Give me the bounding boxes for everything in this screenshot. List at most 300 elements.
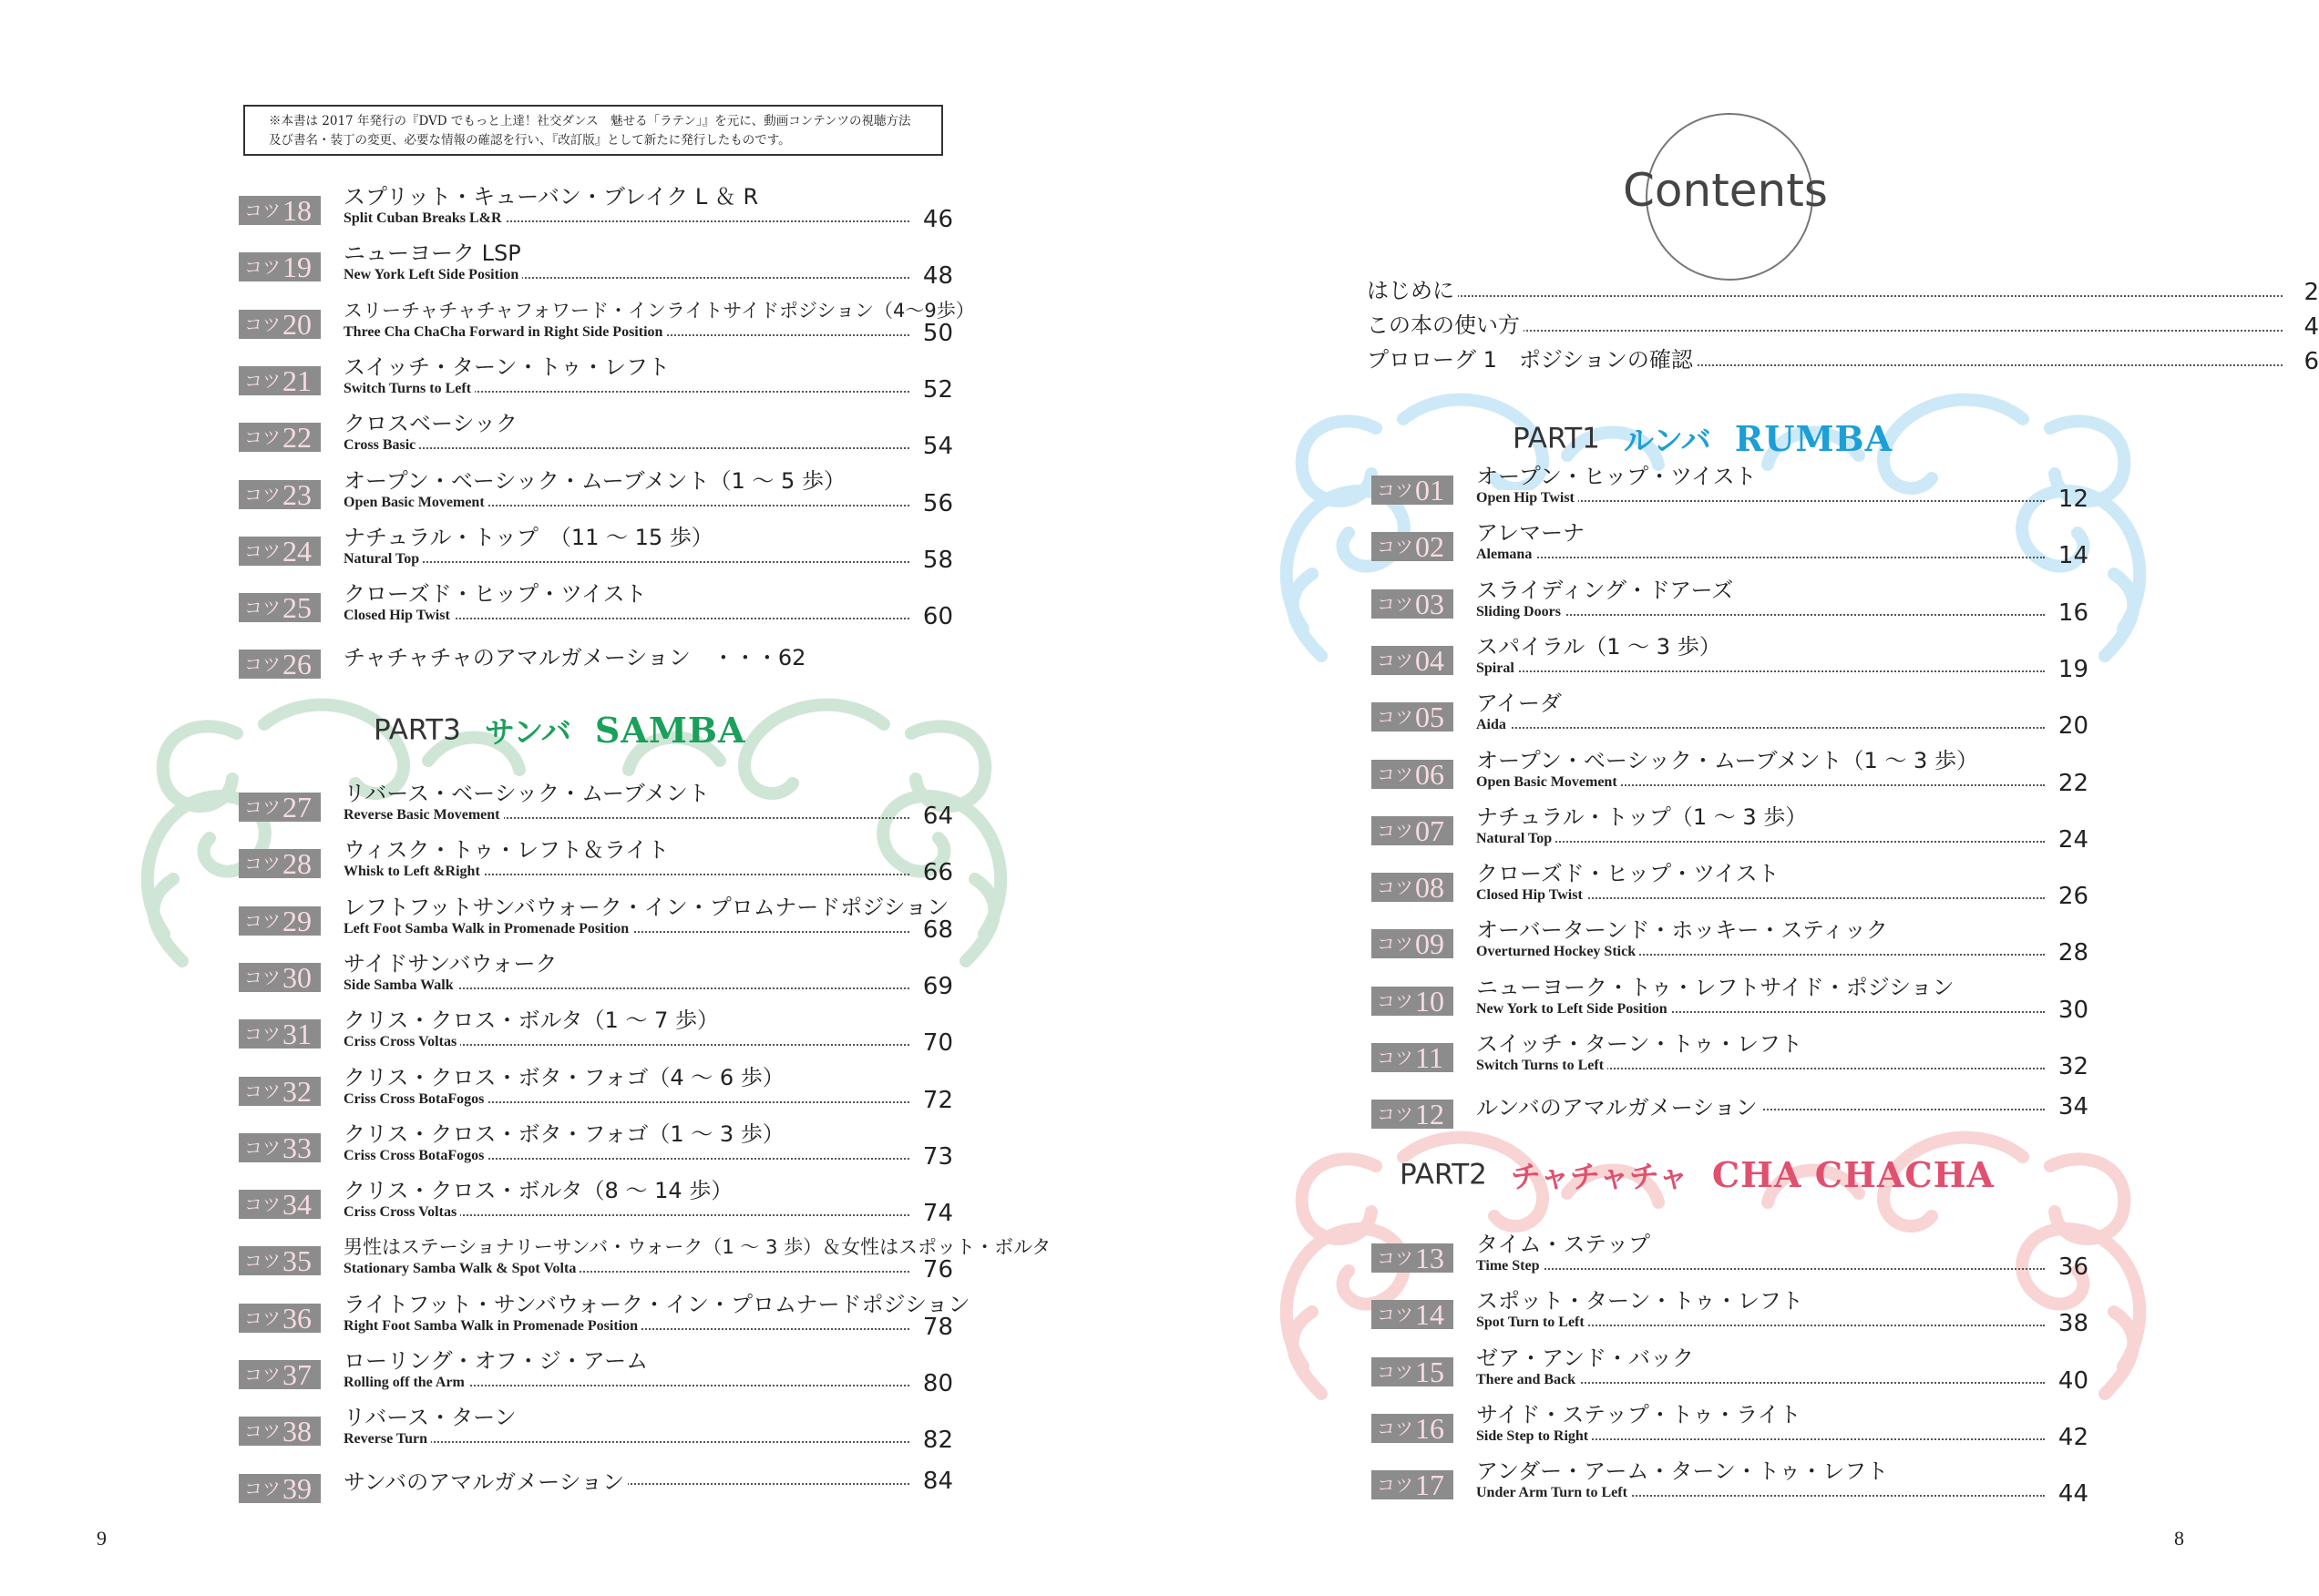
kotsu-badge	[239, 906, 321, 936]
entry-page-number: 52	[922, 375, 953, 404]
toc-entry	[1371, 1403, 2088, 1452]
entry-title-ja: ゼア・アンド・バック	[1476, 1345, 1695, 1371]
entry-title-en: There and Back	[1476, 1372, 1579, 1388]
kotsu-badge	[1371, 984, 1453, 1018]
intro-title: この本の使い方	[1367, 310, 1524, 341]
kotsu-badge	[1371, 1243, 1453, 1273]
entry-page-number: 30	[2057, 996, 2088, 1024]
kotsu-label: コツ	[1377, 933, 1413, 956]
part2-label: PART2	[1400, 1158, 1487, 1192]
entry-title-en: Side Samba Walk	[344, 977, 457, 994]
notice-box: ※本書は 2017 年発行の『DVD でもっと上達！社交ダンス 魅せる「ラテン」』を元に、動画コンテンツの視聴方法及び書名・装丁の変更、必要な情報の確認を行い、『改訂版』として新たに発行したものです。	[243, 105, 943, 156]
entry-title-ja: オーバーターンド・ホッキー・スティック	[1476, 917, 1888, 944]
entry-page-number: 38	[2057, 1310, 2088, 1338]
entry-page-number: 22	[2057, 769, 2088, 797]
entry-title-ja: リバース・ベーシック・ムーブメント	[344, 781, 710, 806]
kotsu-badge	[239, 1019, 321, 1049]
kotsu-number: 24	[282, 534, 312, 568]
toc-entry	[1371, 521, 2088, 570]
kotsu-label: コツ	[1377, 649, 1413, 671]
entry-title-ja: サンバのアマルガメーション	[344, 1468, 628, 1496]
entry-title-en: Spiral	[1476, 660, 1518, 677]
entry-title-en: Right Foot Samba Walk in Promenade Position	[344, 1318, 641, 1335]
entry-title-en: Criss Cross Voltas	[344, 1034, 460, 1050]
entry-page-number: 74	[922, 1200, 953, 1228]
entry-title-ja: クリス・クロス・ボルタ（1 ～ 7 歩）	[344, 1008, 719, 1034]
kotsu-label: コツ	[244, 653, 281, 676]
kotsu-label: コツ	[244, 312, 281, 335]
entry-title-en: Cross Basic	[344, 437, 419, 454]
toc-entry	[1371, 691, 2088, 741]
kotsu-badge	[1371, 476, 1453, 505]
left-page	[0, 0, 1139, 1596]
entry-page-number: 72	[922, 1086, 953, 1114]
entry-page-number: 56	[922, 489, 953, 517]
kotsu-badge	[1371, 530, 1453, 564]
kotsu-number: 30	[282, 960, 312, 994]
ornament-scroll	[2105, 574, 2133, 656]
entry-title-ja: ナチュラル・トップ（1 ～ 3 歩）	[1476, 803, 1808, 830]
entry-title-ja: ニューヨーク・トゥ・レフトサイド・ポジション	[1476, 974, 1955, 1000]
toc-entry	[239, 1235, 1052, 1284]
kotsu-badge	[239, 960, 321, 994]
entry-page-number: 48	[922, 262, 953, 291]
kotsu-badge	[239, 421, 321, 455]
kotsu-badge	[239, 1074, 321, 1108]
kotsu-number: 26	[282, 648, 312, 681]
kotsu-label: コツ	[1377, 1247, 1413, 1269]
kotsu-badge	[239, 1188, 321, 1222]
kotsu-badge	[239, 591, 321, 625]
entry-title-en: Spot Turn to Left	[1476, 1315, 1588, 1331]
toc-entry	[1371, 862, 2088, 911]
entry-page-number: 70	[922, 1029, 953, 1058]
entry-title-en: Overturned Hockey Stick	[1476, 944, 1639, 960]
kotsu-label: コツ	[244, 597, 281, 619]
entry-title-en: Natural Top	[1476, 831, 1555, 847]
entry-page-number: 28	[2057, 939, 2088, 967]
entry-page-number: 36	[2057, 1253, 2088, 1281]
kotsu-badge	[239, 1360, 321, 1389]
intro-entry	[1367, 344, 2319, 375]
entry-page-number: 19	[2057, 655, 2088, 683]
kotsu-label: コツ	[1377, 762, 1413, 785]
entry-page-number: 76	[922, 1256, 953, 1284]
kotsu-label: コツ	[1377, 989, 1413, 1012]
kotsu-label: コツ	[244, 1023, 281, 1046]
entry-title-ja: クロスベーシック	[344, 411, 518, 437]
entry-page-number: 68	[922, 916, 953, 944]
entry-title-en: Split Cuban Breaks L&R	[344, 210, 506, 227]
kotsu-label: コツ	[244, 853, 281, 875]
entry-title-en: Criss Cross BotaFogos	[344, 1148, 487, 1164]
kotsu-label: コツ	[244, 1079, 281, 1102]
kotsu-number: 39	[282, 1471, 312, 1505]
intro-entry	[1367, 310, 2319, 341]
kotsu-label: コツ	[244, 1420, 281, 1443]
toc-entry	[239, 526, 953, 575]
dot-leader	[1476, 557, 2045, 558]
entry-title-ja: タイム・ステップ	[1476, 1232, 1651, 1257]
kotsu-badge	[1371, 702, 1453, 732]
entry-title-en: Reverse Basic Movement	[344, 807, 504, 824]
kotsu-number: 04	[1415, 643, 1444, 677]
kotsu-number: 22	[282, 421, 312, 455]
entry-title-en: New York to Left Side Position	[1476, 1001, 1671, 1018]
kotsu-number: 16	[1415, 1411, 1444, 1445]
kotsu-number: 38	[282, 1415, 312, 1448]
ornament-scroll	[154, 879, 182, 961]
toc-entry	[1371, 805, 2088, 854]
kotsu-badge	[239, 251, 321, 284]
dot-leader	[1476, 1268, 2045, 1270]
entry-page-number: 64	[922, 803, 953, 830]
entry-title-ja: スプリット・キューバン・ブレイク L ＆ R	[344, 184, 759, 210]
entry-page-number: 40	[2057, 1366, 2088, 1395]
kotsu-number: 07	[1415, 813, 1444, 847]
kotsu-number: 06	[1415, 757, 1444, 791]
kotsu-number: 32	[282, 1074, 312, 1108]
entry-page-number: 42	[2057, 1423, 2088, 1451]
entry-page-number: 73	[922, 1142, 953, 1171]
entry-title-ja: クリス・クロス・ボタ・フォゴ（4 ～ 6 歩）	[344, 1064, 785, 1090]
toc-entry	[239, 299, 975, 348]
entry-title-ja: クローズド・ヒップ・ツイスト	[1476, 861, 1780, 887]
toc-entry	[239, 241, 953, 291]
toc-entry	[239, 469, 953, 518]
entry-title-en: Rolling off the Arm	[344, 1375, 468, 1391]
dot-leader	[344, 447, 909, 449]
kotsu-label: コツ	[244, 483, 281, 506]
kotsu-badge	[1371, 589, 1453, 619]
toc-entry	[1371, 976, 2088, 1025]
kotsu-label: コツ	[1377, 536, 1413, 558]
kotsu-badge	[1371, 1411, 1453, 1445]
kotsu-label: コツ	[244, 426, 281, 449]
toc-entry	[239, 1463, 953, 1512]
dot-leader	[1476, 841, 2045, 843]
kotsu-badge	[239, 847, 321, 881]
entry-title-ja: スポット・ターン・トゥ・レフト	[1476, 1288, 1803, 1315]
kotsu-number: 09	[1415, 927, 1444, 961]
kotsu-number: 37	[282, 1358, 312, 1391]
entry-title-en: Natural Top	[344, 551, 423, 568]
dot-leader	[344, 561, 909, 563]
part3-title-ja: サンバ	[484, 714, 571, 750]
entry-page-number: 26	[2057, 883, 2088, 911]
toc-entry	[239, 639, 953, 688]
kotsu-badge	[239, 1417, 321, 1446]
entry-title-en: Time Step	[1476, 1258, 1543, 1274]
kotsu-badge	[239, 1301, 321, 1335]
toc-entry	[239, 1008, 953, 1058]
kotsu-label: コツ	[1377, 479, 1413, 501]
ornament-scroll	[966, 879, 994, 961]
kotsu-label: コツ	[244, 1136, 281, 1159]
ornament-scroll	[744, 705, 884, 793]
part1-label: PART1	[1513, 422, 1600, 455]
kotsu-number: 21	[282, 363, 312, 397]
dot-leader	[1476, 670, 2045, 672]
toc-entry	[1371, 1032, 2088, 1081]
kotsu-badge	[1371, 927, 1453, 961]
kotsu-label: コツ	[1377, 1304, 1413, 1326]
entry-title-ja: スライディング・ドアーズ	[1476, 577, 1734, 603]
dot-leader	[1476, 727, 2045, 729]
entry-title-en: Alemana	[1476, 547, 1535, 563]
kotsu-badge	[1371, 757, 1453, 791]
kotsu-badge	[1371, 643, 1453, 677]
entry-title-en: Open Basic Movement	[1476, 774, 1621, 791]
part3-label: PART3	[374, 713, 461, 747]
entry-title-ja: チャチャチャのアマルガメーション ・・・62	[344, 644, 809, 671]
entry-title-ja: ウィスク・トゥ・レフト＆ライト	[344, 837, 670, 864]
kotsu-badge	[239, 477, 321, 511]
entry-title-ja: スパイラル（1 ～ 3 歩）	[1476, 633, 1721, 660]
kotsu-badge	[239, 534, 321, 568]
kotsu-badge	[239, 307, 321, 341]
entry-title-ja: ニューヨーク LSP	[344, 240, 521, 267]
entry-title-ja: オープン・ベーシック・ムーブメント（1 ～ 3 歩）	[1476, 747, 1978, 773]
dot-leader	[1367, 295, 2283, 297]
intro-page-number: 2	[2304, 279, 2319, 306]
part3-heading	[374, 709, 746, 752]
kotsu-label: コツ	[1377, 1047, 1413, 1069]
intro-entry	[1367, 275, 2319, 306]
part1-title-en: RUMBA	[1734, 418, 1893, 459]
entry-title-ja: スリーチャチャチャフォワード・インライトサイドポジション（4～9歩）	[344, 299, 975, 322]
kotsu-label: コツ	[1377, 592, 1413, 615]
entry-page-number: 46	[922, 206, 953, 233]
kotsu-badge	[1371, 1043, 1453, 1072]
entry-title-ja: アンダー・アーム・ターン・トゥ・レフト	[1476, 1458, 1889, 1485]
entry-title-en: New York Left Side Position	[344, 267, 522, 283]
toc-entry	[239, 412, 953, 461]
entry-title-en: Whisk to Left &Right	[344, 864, 484, 880]
kotsu-label: コツ	[244, 1306, 281, 1329]
entry-title-ja: サイド・ステップ・トゥ・ライト	[1476, 1401, 1801, 1427]
toc-entry	[239, 952, 953, 1001]
kotsu-badge	[239, 363, 321, 397]
toc-entry	[239, 355, 953, 404]
entry-page-number: 44	[2057, 1480, 2088, 1509]
kotsu-badge	[1371, 1468, 1453, 1502]
entry-page-number: 14	[2057, 542, 2088, 570]
entry-title-ja: クリス・クロス・ボタ・フォゴ（1 ～ 3 歩）	[344, 1120, 785, 1147]
part2-heading	[1400, 1153, 1995, 1196]
entry-page-number: 24	[2057, 825, 2088, 854]
page-number-right: 8	[2174, 1527, 2184, 1550]
toc-entry	[1371, 465, 2088, 514]
contents-title: Contents	[1623, 164, 1828, 217]
toc-entry	[1371, 1346, 2088, 1396]
toc-entry	[239, 1291, 970, 1342]
entry-page-number: 69	[922, 972, 953, 1000]
part1-title-ja: ルンバ	[1623, 423, 1711, 458]
entry-title-ja: クローズド・ヒップ・ツイスト	[344, 581, 647, 608]
entry-title-ja: 男性はステーショナリーサンバ・ウォーク（1 ～ 3 歩）＆女性はスポット・ボルタ	[344, 1236, 1052, 1259]
kotsu-badge	[1371, 1100, 1453, 1129]
kotsu-badge	[239, 1130, 321, 1164]
kotsu-number: 05	[1415, 701, 1444, 734]
kotsu-badge	[1371, 871, 1453, 905]
kotsu-number: 08	[1415, 871, 1444, 905]
entry-title-ja: ナチュラル・トップ （11 ～ 15 歩）	[344, 524, 713, 550]
toc-entry	[239, 185, 953, 234]
ornament-scroll	[2105, 1312, 2133, 1394]
page-number-left: 9	[97, 1527, 107, 1550]
kotsu-label: コツ	[1377, 819, 1413, 842]
kotsu-number: 35	[282, 1244, 312, 1278]
kotsu-label: コツ	[1377, 1360, 1413, 1383]
entry-page-number: 82	[922, 1427, 953, 1455]
kotsu-label: コツ	[244, 1193, 281, 1216]
kotsu-label: コツ	[1377, 1474, 1413, 1497]
kotsu-label: コツ	[244, 1364, 281, 1386]
kotsu-number: 02	[1415, 530, 1444, 564]
entry-page-number: 80	[922, 1370, 953, 1397]
entry-title-ja: ライトフット・サンバウォーク・イン・プロムナードポジション	[344, 1291, 970, 1317]
right-page	[1139, 0, 2319, 1596]
kotsu-number: 19	[282, 251, 312, 284]
toc-entry	[1371, 1233, 2088, 1282]
entry-title-en: Side Step to Right	[1476, 1428, 1592, 1445]
entry-page-number: 60	[922, 603, 953, 631]
entry-title-en: Stationary Samba Walk & Spot Volta	[344, 1261, 580, 1277]
kotsu-label: コツ	[1377, 706, 1413, 729]
toc-entry	[239, 1066, 953, 1115]
kotsu-number: 27	[282, 791, 312, 824]
entry-title-ja: サイドサンバウォーク	[344, 950, 558, 977]
kotsu-label: コツ	[244, 1250, 281, 1273]
kotsu-badge	[239, 1471, 321, 1505]
intro-title: プロローグ 1 ポジションの確認	[1367, 344, 1697, 375]
kotsu-label: コツ	[244, 369, 281, 392]
kotsu-number: 29	[282, 904, 312, 937]
entry-title-ja: リバース・ターン	[344, 1405, 517, 1431]
kotsu-label: コツ	[244, 966, 281, 988]
ornament-scroll	[1293, 574, 1321, 656]
entry-title-ja: スイッチ・ターン・トゥ・レフト	[1476, 1031, 1802, 1057]
kotsu-number: 28	[282, 847, 312, 881]
kotsu-label: コツ	[1377, 1103, 1413, 1126]
entry-title-en: Closed Hip Twist	[1476, 887, 1586, 904]
kotsu-label: コツ	[244, 796, 281, 818]
kotsu-badge	[239, 793, 321, 822]
entry-title-en: Open Hip Twist	[1476, 490, 1578, 506]
entry-page-number: 16	[2057, 598, 2088, 627]
entry-title-en: Switch Turns to Left	[1476, 1058, 1607, 1074]
toc-entry	[239, 782, 953, 831]
kotsu-number: 11	[1415, 1041, 1443, 1074]
entry-title-ja: ルンバのアマルガメーション	[1476, 1094, 1761, 1121]
entry-page-number: 66	[922, 859, 953, 887]
toc-entry	[1371, 1289, 2088, 1338]
entry-page-number: 50	[922, 319, 953, 347]
entry-title-ja: アレマーナ	[1476, 520, 1585, 547]
kotsu-label: コツ	[244, 256, 281, 279]
kotsu-number: 25	[282, 591, 312, 625]
toc-entry	[239, 1122, 953, 1171]
entry-page-number: 78	[922, 1313, 953, 1341]
toc-entry	[239, 1349, 953, 1398]
intro-title: はじめに	[1367, 275, 1458, 306]
part2-title-ja: チャチャチャ	[1510, 1159, 1688, 1194]
kotsu-number: 33	[282, 1130, 312, 1164]
kotsu-label: コツ	[244, 200, 281, 221]
kotsu-number: 12	[1415, 1098, 1444, 1131]
toc-entry	[1371, 1459, 2088, 1509]
kotsu-badge	[239, 1244, 321, 1278]
kotsu-label: コツ	[1377, 1417, 1413, 1439]
entry-title-ja: ローリング・オフ・ジ・アーム	[344, 1348, 649, 1374]
entry-title-en: Reverse Turn	[344, 1431, 431, 1448]
entry-title-en: Criss Cross BotaFogos	[344, 1091, 487, 1108]
toc-entry	[1371, 918, 2088, 967]
toc-entry	[239, 582, 953, 631]
kotsu-number: 01	[1415, 474, 1444, 506]
entry-title-en: Open Basic Movement	[344, 495, 488, 511]
kotsu-label: コツ	[244, 1477, 281, 1499]
entry-page-number: 34	[2057, 1093, 2088, 1121]
entry-title-ja: スイッチ・ターン・トゥ・レフト	[344, 353, 670, 380]
kotsu-badge	[1371, 1357, 1453, 1386]
intro-page-number: 6	[2304, 348, 2319, 375]
entry-page-number: 58	[922, 546, 953, 574]
kotsu-number: 15	[1415, 1355, 1444, 1388]
entry-page-number: 54	[922, 433, 953, 461]
kotsu-badge	[239, 196, 321, 225]
entry-title-en: Switch Turns to Left	[344, 381, 475, 397]
entry-title-en: Sliding Doors	[1476, 604, 1565, 620]
kotsu-number: 14	[1415, 1298, 1444, 1332]
kotsu-number: 18	[282, 194, 312, 227]
toc-entry	[1371, 749, 2088, 798]
toc-entry	[1371, 635, 2088, 684]
entry-title-en: Aida	[1476, 717, 1510, 733]
toc-entry	[239, 838, 953, 887]
part1-heading	[1513, 417, 1893, 460]
kotsu-number: 17	[1415, 1468, 1444, 1502]
entry-page-number: 32	[2057, 1053, 2088, 1080]
kotsu-number: 34	[282, 1188, 312, 1222]
kotsu-number: 03	[1415, 587, 1444, 620]
entry-title-en: Closed Hip Twist	[344, 608, 454, 624]
kotsu-label: コツ	[1377, 876, 1413, 899]
entry-page-number: 12	[2057, 486, 2088, 513]
kotsu-number: 36	[282, 1301, 312, 1335]
kotsu-number: 31	[282, 1018, 312, 1051]
toc-entry	[1371, 578, 2088, 628]
entry-title-ja: オープン・ヒップ・ツイスト	[1476, 464, 1757, 489]
kotsu-number: 13	[1415, 1242, 1444, 1274]
kotsu-badge	[239, 650, 321, 679]
entry-title-ja: アイーダ	[1476, 691, 1562, 717]
entry-title-ja: クリス・クロス・ボルタ（8 ～ 14 歩）	[344, 1178, 734, 1204]
entry-title-en: Left Foot Samba Walk in Promenade Position	[344, 921, 632, 937]
toc-entry	[239, 895, 953, 945]
kotsu-badge	[1371, 813, 1453, 847]
entry-page-number: 84	[922, 1467, 953, 1495]
kotsu-badge	[1371, 1298, 1453, 1332]
toc-entry	[239, 1179, 953, 1228]
ornament-scroll	[1293, 1312, 1321, 1394]
kotsu-label: コツ	[244, 909, 281, 932]
entry-title-en: Under Arm Turn to Left	[1476, 1485, 1631, 1501]
intro-page-number: 4	[2304, 313, 2319, 341]
toc-entry	[239, 1406, 953, 1455]
kotsu-label: コツ	[244, 539, 281, 562]
